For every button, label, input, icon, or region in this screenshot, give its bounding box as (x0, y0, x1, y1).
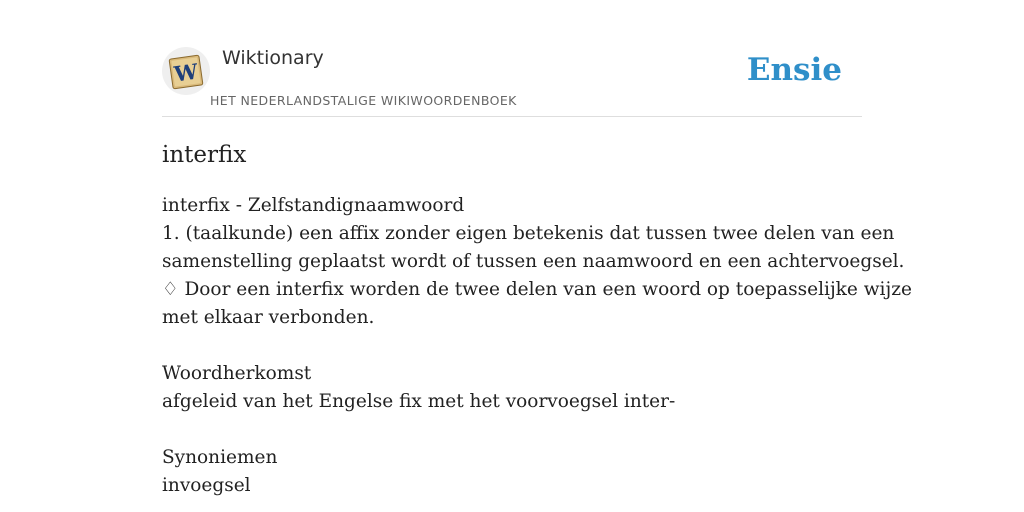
example-line: ♢ Door een interfix worden de twee delen van een woord op toepasselijke wijze (162, 279, 912, 300)
site-tagline: HET NEDERLANDSTALIGE WIKIWOORDENBOEK (210, 93, 517, 108)
site-header (162, 44, 862, 117)
logo-letter: W (172, 58, 200, 87)
spacer (162, 416, 862, 444)
ensie-brand-link[interactable]: Ensie (746, 52, 842, 88)
part-of-speech-line: interfix - Zelfstandignaamwoord (162, 195, 465, 216)
site-name[interactable]: Wiktionary (222, 47, 324, 69)
definition-line: samenstelling geplaatst wordt of tussen een naamwoord en een achtervoegsel. (162, 251, 905, 272)
definition-line: 1. (taalkunde) een affix zonder eigen betekenis dat tussen twee delen van een (162, 223, 895, 244)
spacer (162, 332, 862, 360)
page-title: interfix (162, 142, 247, 168)
example-line: met elkaar verbonden. (162, 307, 375, 328)
wiktionary-logo-icon[interactable] (162, 47, 210, 95)
etymology-heading: Woordherkomst (162, 363, 312, 384)
synonyms-heading: Synoniemen (162, 447, 278, 468)
entry-content (162, 192, 912, 500)
synonyms-text: invoegsel (162, 475, 251, 496)
etymology-text: afgeleid van het Engelse fix met het voorvoegsel inter- (162, 391, 676, 412)
